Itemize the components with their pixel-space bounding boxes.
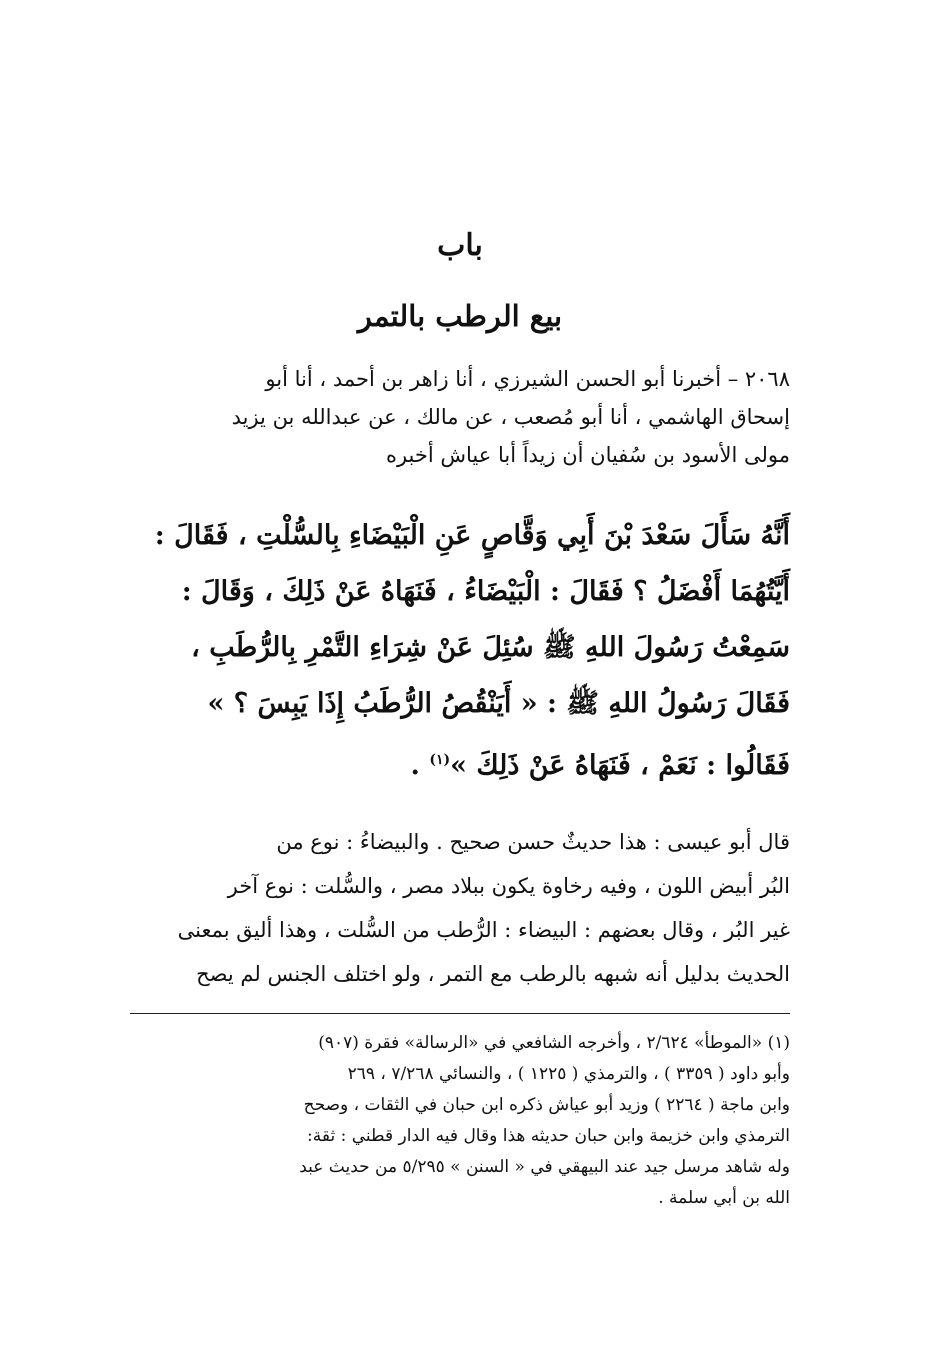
footnote-line: الله بن أبي سلمة . — [658, 1188, 790, 1208]
hadith-line: فَقَالُوا : نَعَمْ ، فَنَهَاهُ عَنْ ذَلِكَ » — [450, 750, 790, 781]
hadith-isnad — [130, 360, 790, 474]
footnote-line: الترمذي وابن خزيمة وابن حبان حديثه هذا وقال فيه الدار قطني : ثقة: — [307, 1126, 790, 1146]
hadith-line: أَنَّهُ سَأَلَ سَعْدَ بْنَ أَبِي وَقَّاصٍ عَنِ الْبَيْضَاءِ بِالسُّلْتِ ، فَقَالَ : — [154, 520, 790, 551]
footnote-line: وأبو داود ( ٣٣٥٩ ) ، والترمذي ( ١٢٢٥ ) ، والنسائي ٧/٢٦٨ ، ٢٦٩ — [347, 1064, 790, 1084]
footnote-marker: (١) — [429, 752, 451, 768]
hadith-last-line — [130, 732, 790, 794]
footnote-line: (١) «الموطأ» ٢/٦٢٤ ، وأخرجه الشافعي في «الرسالة» فقرة (٩٠٧) — [318, 1033, 790, 1053]
isnad-line: مولى الأسود بن سُفيان أن زيداً أبا عياش أخبره — [385, 443, 790, 467]
hadith-text — [130, 508, 790, 794]
commentary-line: البُر أبيض اللون ، وفيه رخاوة يكون ببلاد مصر ، والسُّلت : نوع آخر — [227, 874, 790, 898]
commentary-line: الحديث بدليل أنه شبهه بالرطب مع التمر ، ولو اختلف الجنس لم يصح — [196, 962, 790, 986]
footnote-line: وابن ماجة ( ٢٢٦٤ ) وزيد أبو عياش ذكره ابن حبان في الثقات ، وصحح — [303, 1095, 790, 1115]
isnad-line: ٢٠٦٨ – أخبرنا أبو الحسن الشيرزي ، أنا زاهر بن أحمد ، أنا أبو — [265, 367, 790, 391]
hadith-line: فَقَالَ رَسُولُ اللهِ ﷺ : « أَيَنْقُصُ الرُّطَبُ إِذَا يَبِسَ ؟ » — [207, 688, 790, 719]
hadith-line: سَمِعْتُ رَسُولَ اللهِ ﷺ سُئِلَ عَنْ شِرَاءِ التَّمْرِ بِالرُّطَبِ ، — [191, 632, 790, 663]
commentary — [130, 820, 790, 996]
footnote-divider — [130, 1013, 790, 1014]
footnotes — [130, 1028, 790, 1214]
chapter-title: بيع الرطب بالتمر — [357, 299, 563, 333]
chapter-heading: باب — [437, 228, 483, 263]
commentary-line: قال أبو عيسى : هذا حديثٌ حسن صحيح . والبيضاءُ : نوع من — [276, 830, 790, 854]
book-page — [130, 0, 790, 1361]
commentary-line: غير البُر ، وقال بعضهم : البيضاء : الرُّطب من السُّلت ، وهذا أليق بمعنى — [177, 918, 790, 942]
isnad-line: إسحاق الهاشمي ، أنا أبو مُصعب ، عن مالك ، عن عبدالله بن يزيد — [231, 405, 790, 429]
hadith-line: أَيَّتُهُمَا أَفْضَلُ ؟ فَقَالَ : الْبَيْضَاءُ ، فَنَهَاهُ عَنْ ذَلِكَ ، وَقَالَ : — [181, 576, 790, 607]
hadith-end-mark: . — [410, 750, 430, 781]
footnote-line: وله شاهد مرسل جيد عند البيهقي في « السنن » ٥/٢٩٥ من حديث عبد — [299, 1157, 790, 1177]
